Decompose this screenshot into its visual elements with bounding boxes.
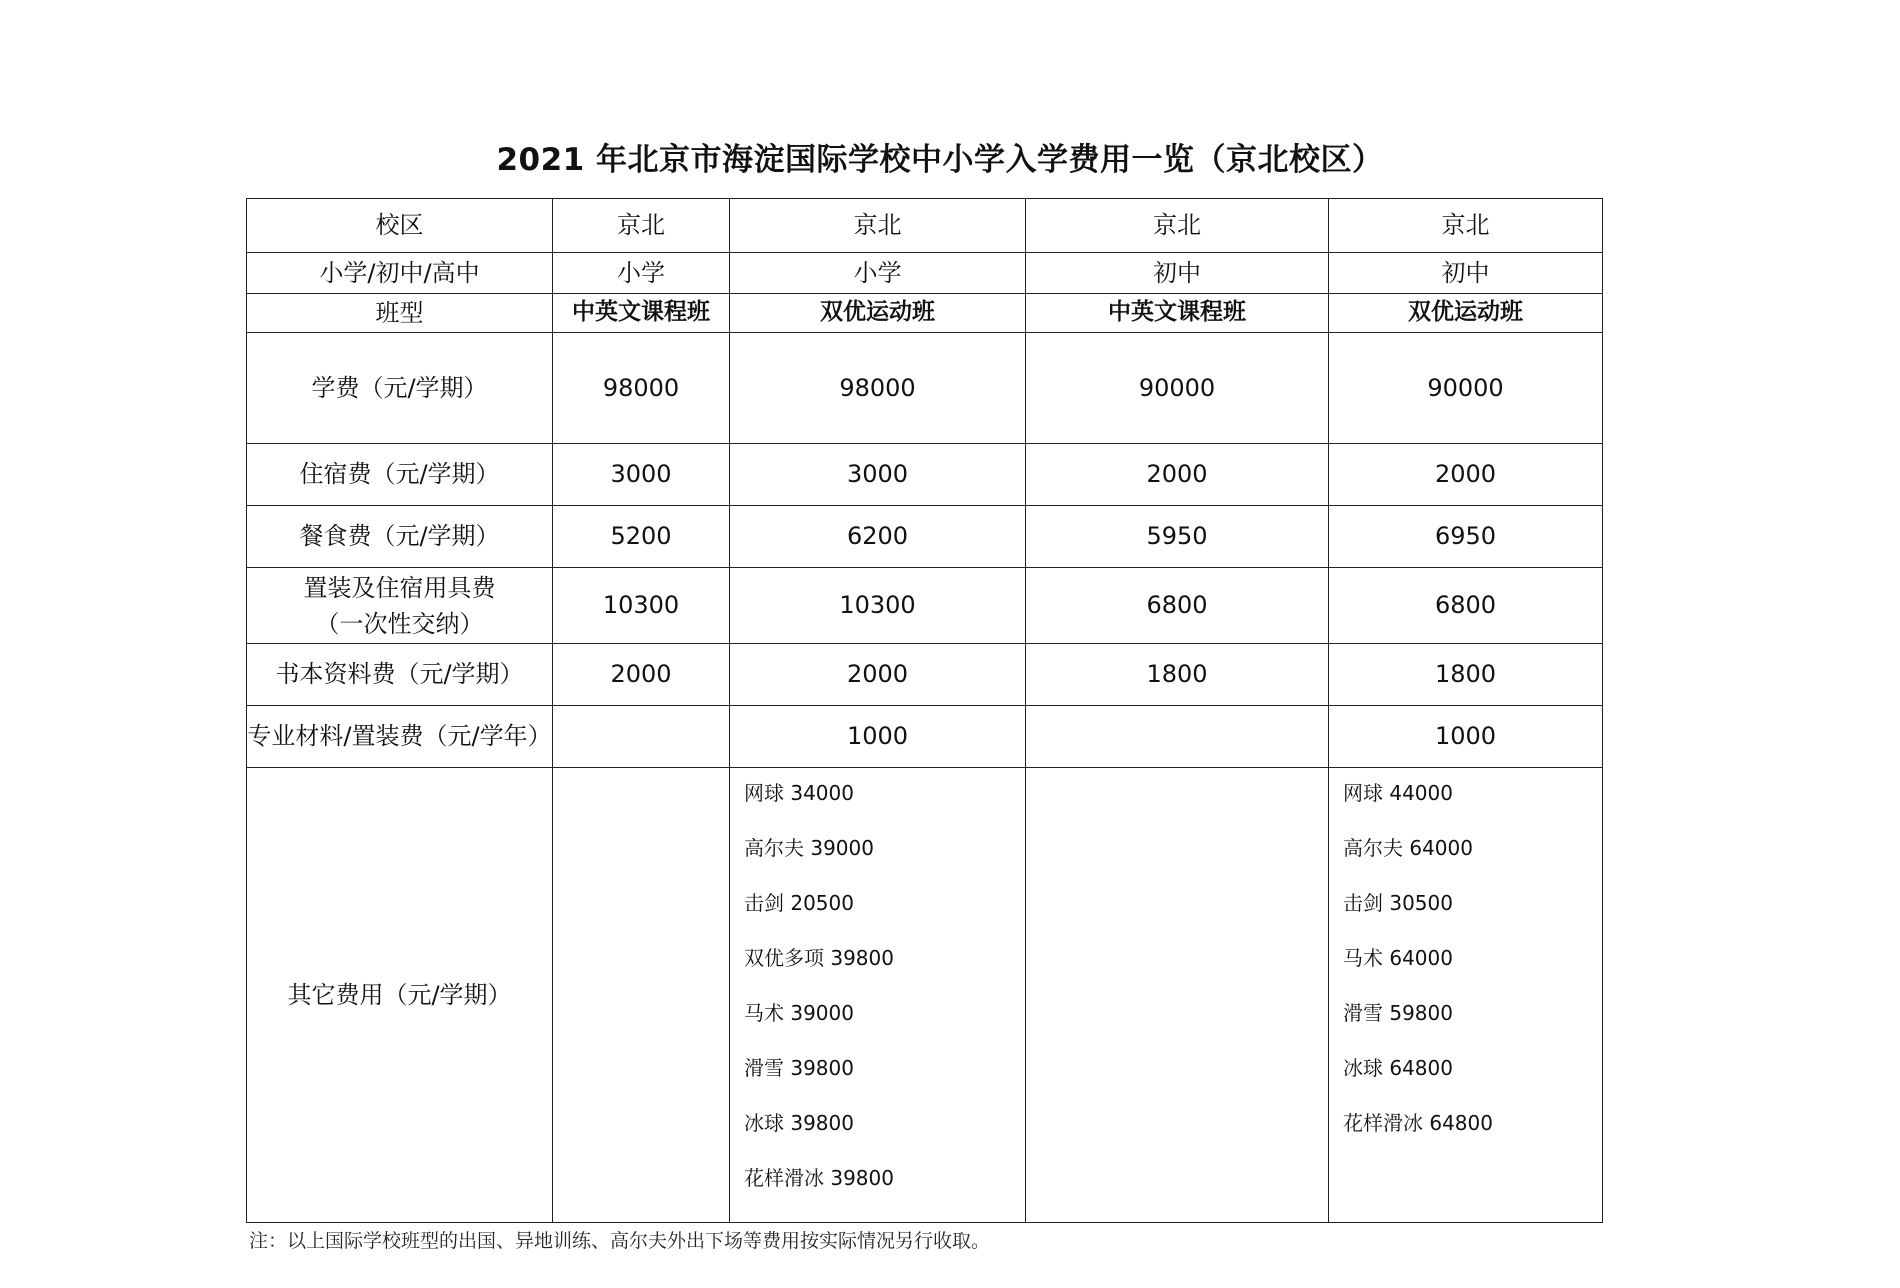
table-cell: 90000: [1026, 333, 1329, 444]
table-cell: 2000: [1026, 444, 1329, 506]
table-cell: 3000: [553, 444, 730, 506]
table-cell: 双优运动班: [730, 294, 1026, 333]
row-label: 书本资料费（元/学期）: [247, 644, 553, 706]
table-cell: 1000: [1329, 706, 1603, 768]
table-row-campus: [247, 199, 1603, 253]
list-item: 花样滑冰 39800: [744, 1166, 894, 1190]
list-item: 马术 64000: [1343, 946, 1453, 970]
table-row-materials: [247, 706, 1603, 768]
table-cell: 10300: [553, 568, 730, 644]
table-cell: 1000: [730, 706, 1026, 768]
row-label: 班型: [247, 294, 553, 333]
list-item: 冰球 39800: [744, 1111, 854, 1135]
list-item: 滑雪 39800: [744, 1056, 854, 1080]
table-cell: 5200: [553, 506, 730, 568]
table-cell: 京北: [1026, 199, 1329, 253]
row-label: 学费（元/学期）: [247, 333, 553, 444]
table-cell: 98000: [730, 333, 1026, 444]
table-cell: 6200: [730, 506, 1026, 568]
table-cell: 1800: [1329, 644, 1603, 706]
list-item: 击剑 30500: [1343, 891, 1453, 915]
other-fees-list: [1329, 768, 1603, 1223]
table-cell: 6800: [1329, 568, 1603, 644]
list-item: 击剑 20500: [744, 891, 854, 915]
row-label: 住宿费（元/学期）: [247, 444, 553, 506]
table-cell: 6800: [1026, 568, 1329, 644]
table-cell: [553, 706, 730, 768]
table-cell: 3000: [730, 444, 1026, 506]
list-item: 花样滑冰 64800: [1343, 1111, 1493, 1135]
table-cell-empty: [1026, 768, 1329, 1223]
fee-table: [246, 198, 1603, 1223]
table-row-level: [247, 253, 1603, 294]
row-label: 专业材料/置装费（元/学年）: [247, 706, 553, 768]
table-cell: 初中: [1026, 253, 1329, 294]
table-cell: 6950: [1329, 506, 1603, 568]
table-cell: 小学: [730, 253, 1026, 294]
table-row-other: [247, 768, 1603, 1223]
row-label: 校区: [247, 199, 553, 253]
table-cell: 2000: [553, 644, 730, 706]
page-title: 2021 年北京市海淀国际学校中小学入学费用一览（京北校区）: [496, 142, 1384, 178]
table-cell: 5950: [1026, 506, 1329, 568]
list-item: 网球 34000: [744, 781, 854, 805]
table-cell: 小学: [553, 253, 730, 294]
table-cell: 90000: [1329, 333, 1603, 444]
table-cell: 双优运动班: [1329, 294, 1603, 333]
table-row-tuition: [247, 333, 1603, 444]
list-item: 网球 44000: [1343, 781, 1453, 805]
table-cell: 1800: [1026, 644, 1329, 706]
table-cell: 初中: [1329, 253, 1603, 294]
row-label-line: （一次性交纳）: [315, 609, 484, 638]
list-item: 高尔夫 39000: [744, 836, 874, 860]
table-cell: 2000: [730, 644, 1026, 706]
table-cell: 98000: [553, 333, 730, 444]
footnote: 注：以上国际学校班型的出国、异地训练、高尔夫外出下场等费用按实际情况另行收取。: [249, 1230, 991, 1252]
row-label: 其它费用（元/学期）: [247, 768, 553, 1223]
table-cell: 10300: [730, 568, 1026, 644]
table-cell: 中英文课程班: [1026, 294, 1329, 333]
table-cell: 京北: [553, 199, 730, 253]
list-item: 马术 39000: [744, 1001, 854, 1025]
table-cell: [1026, 706, 1329, 768]
list-item: 滑雪 59800: [1343, 1001, 1453, 1025]
row-label: [247, 568, 553, 644]
list-item: 冰球 64800: [1343, 1056, 1453, 1080]
row-label-line: 置装及住宿用具费: [303, 573, 496, 602]
list-item: 高尔夫 64000: [1343, 836, 1473, 860]
table-row-uniform: [247, 568, 1603, 644]
table-row-meal: [247, 506, 1603, 568]
table-cell-empty: [553, 768, 730, 1223]
other-fees-list: [730, 768, 1026, 1223]
list-item: 双优多项 39800: [744, 946, 894, 970]
table-row-class-type: [247, 294, 1603, 333]
row-label: 餐食费（元/学期）: [247, 506, 553, 568]
table-cell: 京北: [1329, 199, 1603, 253]
table-cell: 京北: [730, 199, 1026, 253]
table-cell: 中英文课程班: [553, 294, 730, 333]
table-cell: 2000: [1329, 444, 1603, 506]
table-row-books: [247, 644, 1603, 706]
row-label: 小学/初中/高中: [247, 253, 553, 294]
table-row-housing: [247, 444, 1603, 506]
